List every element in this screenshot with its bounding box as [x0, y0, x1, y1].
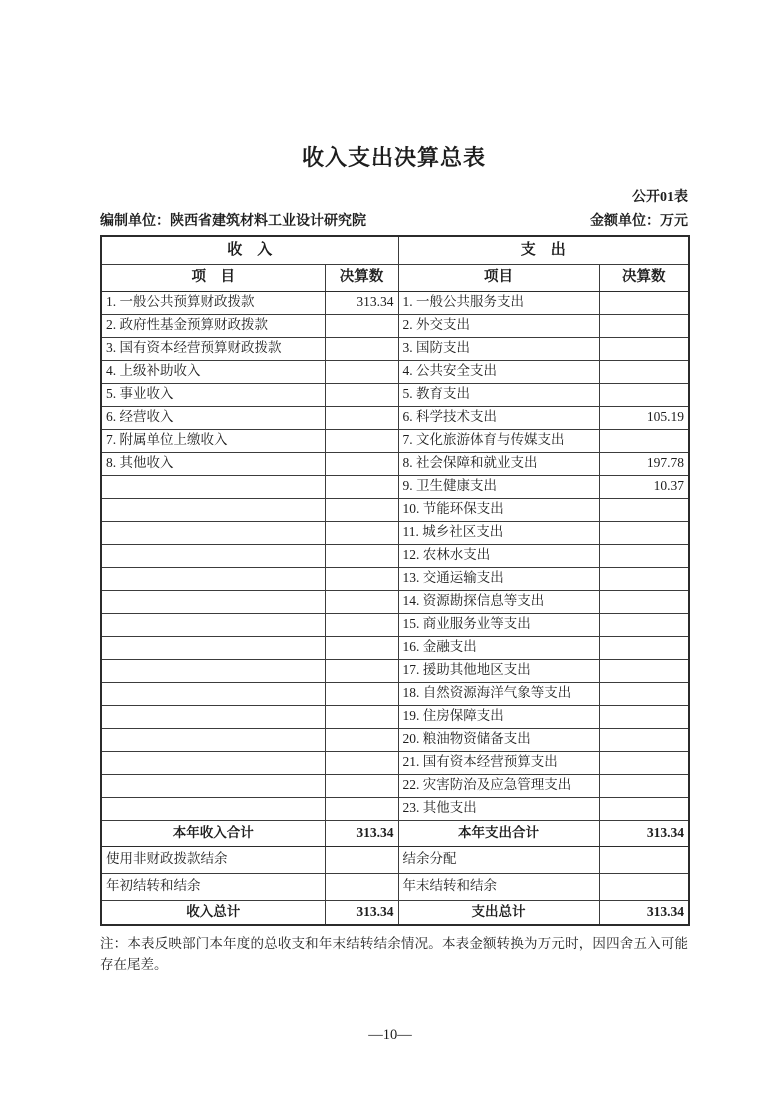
expense-value-cell: [599, 636, 689, 659]
income-value-cell: [325, 682, 398, 705]
income-value-cell: [325, 590, 398, 613]
income-item-cell: [101, 613, 325, 636]
summary-table: [100, 235, 690, 926]
expense-item-cell: 2. 外交支出: [398, 314, 599, 337]
table-row: [101, 383, 689, 406]
income-item-cell: [101, 682, 325, 705]
expense-value-cell: [599, 337, 689, 360]
income-value-cell: [325, 360, 398, 383]
year-end-carryover-label: 年末结转和结余: [398, 873, 599, 900]
expense-item-cell: 6. 科学技术支出: [398, 406, 599, 429]
table-row: [101, 797, 689, 820]
expense-value-cell: [599, 659, 689, 682]
compiling-unit: 编制单位：陕西省建筑材料工业设计研究院: [100, 214, 366, 229]
expense-item-cell: 5. 教育支出: [398, 383, 599, 406]
table-row: [101, 314, 689, 337]
expense-item-cell: 12. 农林水支出: [398, 544, 599, 567]
income-value-cell: [325, 544, 398, 567]
expense-value-cell: [599, 360, 689, 383]
income-item-cell: [101, 590, 325, 613]
expense-value-column-header: 决算数: [599, 264, 689, 291]
income-item-cell: [101, 797, 325, 820]
income-item-cell: 5. 事业收入: [101, 383, 325, 406]
expense-value-cell: [599, 314, 689, 337]
expense-value-cell: [599, 705, 689, 728]
income-value-cell: [325, 751, 398, 774]
expense-value-cell: [599, 774, 689, 797]
expense-item-cell: 13. 交通运输支出: [398, 567, 599, 590]
table-row: [101, 406, 689, 429]
table-row: [101, 590, 689, 613]
expense-grand-total-label: 支出总计: [398, 900, 599, 925]
expense-item-cell: 19. 住房保障支出: [398, 705, 599, 728]
income-value-cell: [325, 774, 398, 797]
income-item-cell: 1. 一般公共预算财政拨款: [101, 291, 325, 314]
income-value-column-header: 决算数: [325, 264, 398, 291]
income-item-cell: 3. 国有资本经营预算财政拨款: [101, 337, 325, 360]
nonfiscal-balance-value: [325, 846, 398, 873]
expense-item-cell: 8. 社会保障和就业支出: [398, 452, 599, 475]
table-row: [101, 291, 689, 314]
table-row: [101, 728, 689, 751]
expense-value-cell: [599, 728, 689, 751]
table-row: [101, 705, 689, 728]
income-item-cell: [101, 751, 325, 774]
expense-value-cell: [599, 567, 689, 590]
income-item-cell: [101, 475, 325, 498]
income-item-cell: [101, 498, 325, 521]
table-subheader-row: [101, 264, 689, 291]
expense-value-cell: [599, 498, 689, 521]
expense-value-cell: [599, 544, 689, 567]
income-item-cell: [101, 705, 325, 728]
income-item-cell: [101, 659, 325, 682]
expense-value-cell: [599, 291, 689, 314]
expense-item-cell: 17. 援助其他地区支出: [398, 659, 599, 682]
expense-item-cell: 9. 卫生健康支出: [398, 475, 599, 498]
table-row: [101, 567, 689, 590]
income-section-header: 收 入: [101, 236, 398, 264]
expense-item-cell: 21. 国有资本经营预算支出: [398, 751, 599, 774]
expense-value-cell: [599, 383, 689, 406]
income-item-cell: [101, 774, 325, 797]
balance-distribution-label: 结余分配: [398, 846, 599, 873]
income-value-cell: [325, 429, 398, 452]
expense-item-cell: 23. 其他支出: [398, 797, 599, 820]
annual-totals-row: [101, 820, 689, 846]
expense-item-cell: 10. 节能环保支出: [398, 498, 599, 521]
table-row: [101, 659, 689, 682]
year-start-carryover-label: 年初结转和结余: [101, 873, 325, 900]
year-end-carryover-value: [599, 873, 689, 900]
expense-item-cell: 7. 文化旅游体育与传媒支出: [398, 429, 599, 452]
table-row: [101, 337, 689, 360]
table-row: [101, 544, 689, 567]
income-value-cell: [325, 705, 398, 728]
income-value-cell: [325, 797, 398, 820]
year-start-carryover-value: [325, 873, 398, 900]
table-row: [101, 613, 689, 636]
table-header-row: [101, 236, 689, 264]
income-value-cell: 313.34: [325, 291, 398, 314]
expense-item-cell: 22. 灾害防治及应急管理支出: [398, 774, 599, 797]
expense-value-cell: 10.37: [599, 475, 689, 498]
expense-value-cell: [599, 797, 689, 820]
table-row: [101, 429, 689, 452]
income-value-cell: [325, 636, 398, 659]
income-value-cell: [325, 613, 398, 636]
income-value-cell: [325, 475, 398, 498]
income-grand-total-value: 313.34: [325, 900, 398, 925]
income-item-cell: [101, 728, 325, 751]
nonfiscal-balance-label: 使用非财政拨款结余: [101, 846, 325, 873]
expense-item-cell: 11. 城乡社区支出: [398, 521, 599, 544]
carryover-row-2: [101, 873, 689, 900]
income-value-cell: [325, 337, 398, 360]
expense-value-cell: [599, 682, 689, 705]
table-row: [101, 475, 689, 498]
income-item-column-header: 项 目: [101, 264, 325, 291]
expense-value-cell: [599, 521, 689, 544]
table-row: [101, 751, 689, 774]
expense-value-cell: 197.78: [599, 452, 689, 475]
income-item-cell: 7. 附属单位上缴收入: [101, 429, 325, 452]
income-value-cell: [325, 659, 398, 682]
table-code: 公开01表: [632, 190, 688, 205]
expense-value-cell: [599, 429, 689, 452]
document-content: [100, 0, 688, 976]
income-grand-total-label: 收入总计: [101, 900, 325, 925]
table-row: [101, 636, 689, 659]
expense-item-cell: 1. 一般公共服务支出: [398, 291, 599, 314]
expense-grand-total-value: 313.34: [599, 900, 689, 925]
income-value-cell: [325, 383, 398, 406]
income-item-cell: [101, 636, 325, 659]
table-row: [101, 682, 689, 705]
table-row: [101, 452, 689, 475]
expense-item-cell: 16. 金融支出: [398, 636, 599, 659]
table-body: [101, 291, 689, 820]
income-item-cell: 8. 其他收入: [101, 452, 325, 475]
income-value-cell: [325, 406, 398, 429]
expense-value-cell: [599, 751, 689, 774]
income-value-cell: [325, 521, 398, 544]
expense-value-cell: [599, 590, 689, 613]
income-value-cell: [325, 452, 398, 475]
expense-item-column-header: 项目: [398, 264, 599, 291]
expense-item-cell: 20. 粮油物资储备支出: [398, 728, 599, 751]
annual-income-total-value: 313.34: [325, 820, 398, 846]
annual-expense-total-label: 本年支出合计: [398, 820, 599, 846]
income-value-cell: [325, 728, 398, 751]
income-value-cell: [325, 567, 398, 590]
income-item-cell: [101, 567, 325, 590]
table-row: [101, 360, 689, 383]
footnote: 注：本表反映部门本年度的总收支和年末结转结余情况。本表金额转换为万元时，因四舍五入可能存在尾差。: [100, 936, 688, 972]
annual-expense-total-value: 313.34: [599, 820, 689, 846]
page-title: 收入支出决算总表: [301, 145, 486, 170]
expense-value-cell: 105.19: [599, 406, 689, 429]
income-item-cell: 2. 政府性基金预算财政拨款: [101, 314, 325, 337]
income-item-cell: 6. 经营收入: [101, 406, 325, 429]
annual-income-total-label: 本年收入合计: [101, 820, 325, 846]
carryover-row-1: [101, 846, 689, 873]
amount-unit: 金额单位：万元: [590, 214, 688, 229]
expense-value-cell: [599, 613, 689, 636]
table-row: [101, 774, 689, 797]
grand-totals-row: [101, 900, 689, 925]
expense-item-cell: 18. 自然资源海洋气象等支出: [398, 682, 599, 705]
balance-distribution-value: [599, 846, 689, 873]
expense-item-cell: 3. 国防支出: [398, 337, 599, 360]
table-row: [101, 521, 689, 544]
income-item-cell: [101, 544, 325, 567]
income-item-cell: [101, 521, 325, 544]
expense-item-cell: 15. 商业服务业等支出: [398, 613, 599, 636]
income-value-cell: [325, 314, 398, 337]
expense-item-cell: 14. 资源勘探信息等支出: [398, 590, 599, 613]
table-row: [101, 498, 689, 521]
income-item-cell: 4. 上级补助收入: [101, 360, 325, 383]
expense-item-cell: 4. 公共安全支出: [398, 360, 599, 383]
income-value-cell: [325, 498, 398, 521]
page-number: —10—: [368, 1027, 412, 1043]
expense-section-header: 支 出: [398, 236, 689, 264]
meta-row: [100, 210, 688, 230]
